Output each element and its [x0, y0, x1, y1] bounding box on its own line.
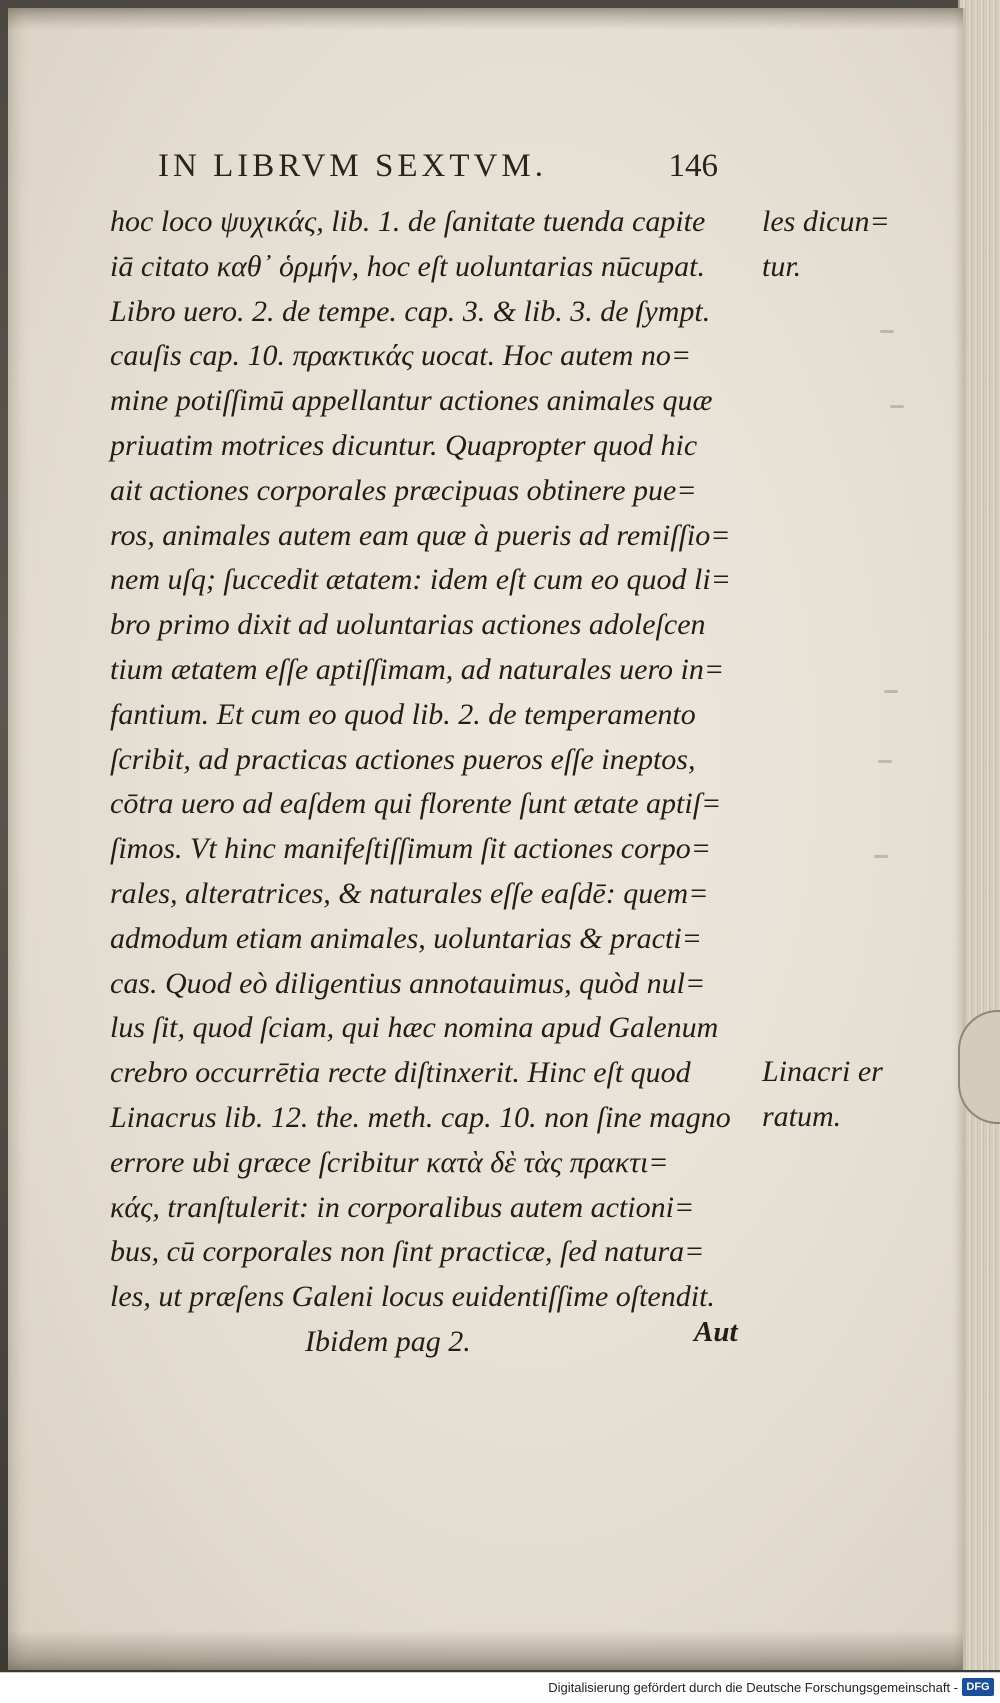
page-top-shadow [8, 8, 963, 30]
page-bottom-shadow [8, 1630, 963, 1670]
bleed-through-mark [884, 690, 898, 693]
page-number: 146 [668, 148, 718, 184]
text-line: ros, animales autem eam quæ à pueris ad remiſſio= [110, 518, 731, 552]
page-clip-tab [958, 1010, 1000, 1124]
text-line: cauſis cap. 10. πρακτικάς uocat. Hoc autem no= [110, 339, 692, 373]
text-line: bro primo dixit ad uoluntarias actiones adoleſcen [110, 608, 706, 642]
handwritten-note: Ibidem pag 2. [305, 1324, 471, 1358]
text-line: les, ut præſens Galeni locus euidentiſſime oſtendit. [110, 1280, 715, 1314]
text-line: errore ubi græce ſcribitur κατὰ δὲ τὰς πρακτι= [110, 1145, 669, 1179]
side-note-dicuntur [762, 200, 890, 290]
text-line: cōtra uero ad eaſdem qui florente ſunt ætate aptiſ= [110, 787, 722, 821]
side-note-line: Linacri er [762, 1055, 883, 1088]
catchword: Aut [694, 1316, 738, 1348]
text-line: ait actiones corporales præcipuas obtinere pue= [110, 473, 697, 507]
text-line: priuatim motrices dicuntur. Quapropter quod hic [110, 428, 698, 462]
side-note-linacri-erratum [762, 1050, 883, 1140]
text-line: bus, cū corporales non ſint practicæ, ſed natura= [110, 1235, 705, 1269]
text-line: κάς, tranſtulerit: in corporalibus autem actioni= [110, 1190, 695, 1224]
text-line: ſimos. Vt hinc manifeſtiſſimum ſit actiones corpo= [110, 832, 712, 866]
text-line: nem uſq; ſuccedit ætatem: idem eſt cum eo quod li= [110, 563, 731, 597]
bleed-through-mark [880, 330, 894, 333]
side-note-line: les dicun= [762, 205, 890, 238]
side-note-line: ratum. [762, 1099, 842, 1133]
text-line: Linacrus lib. 12. the. meth. cap. 10. non ſine magno [110, 1100, 731, 1134]
text-line: ſcribit, ad practicas actiones pueros eſſe ineptos, [110, 742, 696, 776]
page-header [158, 148, 718, 196]
main-text-block [110, 200, 750, 1365]
text-line: iā citato καθ᾽ ὁρμήν, hoc eſt uoluntarias nūcupat. [110, 249, 705, 283]
bleed-through-mark [878, 760, 892, 763]
funding-credit: Digitalisierung gefördert durch die Deutsche Forschungsgemeinschaft - [548, 1680, 958, 1695]
text-line: admodum etiam animales, uoluntarias & practi= [110, 921, 702, 955]
bleed-through-mark [890, 405, 904, 408]
text-line: hoc loco ψυχικάς, lib. 1. de ſanitate tuenda capite [110, 205, 706, 238]
footer-bar [0, 1672, 1000, 1703]
text-line: tium ætatem eſſe aptiſſimam, ad naturales uero in= [110, 652, 725, 686]
text-line: rales, alteratrices, & naturales eſſe eaſdē: quem= [110, 876, 709, 910]
text-line: mine potiſſimū appellantur actiones animales quæ [110, 384, 713, 418]
bleed-through-mark [874, 855, 888, 858]
text-line: lus ſit, quod ſciam, qui hæc nomina apud Galenum [110, 1011, 719, 1045]
text-line: Libro uero. 2. de tempe. cap. 3. & lib. 3. de ſympt. [110, 294, 711, 328]
text-line: crebro occurrētia recte diſtinxerit. Hinc eſt quod [110, 1056, 691, 1090]
text-line: fantium. Et cum eo quod lib. 2. de temperamento [110, 697, 696, 731]
side-note-line: tur. [762, 249, 802, 283]
dfg-logo: DFG [962, 1678, 994, 1696]
running-head: IN LIBRVM SEXTVM. [158, 148, 547, 184]
text-line: cas. Quod eò diligentius annotauimus, quòd nul= [110, 966, 706, 1000]
